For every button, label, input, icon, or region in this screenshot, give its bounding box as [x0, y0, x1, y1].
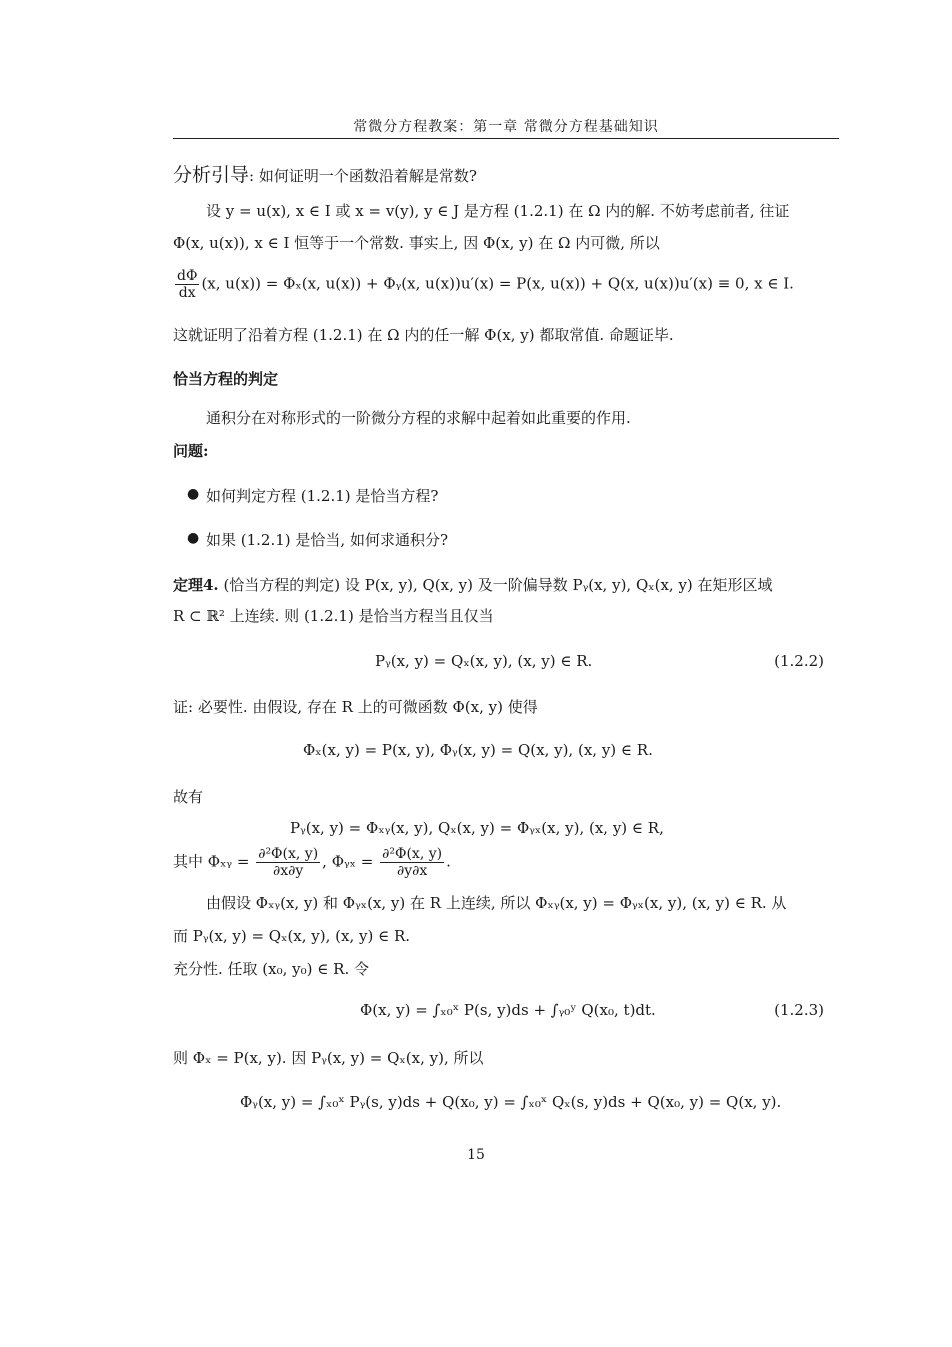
where-prefix: 其中 Φₓᵧ =	[173, 852, 250, 871]
equation-1-2-3: Φ(x, y) = ∫ₓ₀ˣ P(s, y)ds + ∫ᵧ₀ʸ Q(x₀, t)dt.	[360, 1001, 656, 1019]
analysis-question: : 如何证明一个函数沿着解是常数?	[249, 167, 477, 185]
page-number: 15	[467, 1147, 485, 1163]
analysis-equation	[173, 268, 794, 301]
theorem-statement: (恰当方程的判定) 设 P(x, y), Q(x, y) 及一阶偏导数 Pᵧ(x, y), Qₓ(x, y) 在矩形区域	[223, 576, 773, 594]
analysis-heading-line	[173, 160, 477, 187]
bullet-dot: ●	[187, 530, 200, 546]
proof-hence: 故有	[173, 788, 204, 806]
questions-label: 问题:	[173, 442, 209, 460]
proof-where-line	[173, 846, 451, 879]
proof-line-4: 而 Pᵧ(x, y) = Qₓ(x, y), (x, y) ∈ R.	[173, 927, 411, 945]
fraction-numerator: dΦ	[177, 268, 198, 284]
question-item-2: 如果 (1.2.1) 是恰当, 如何求通积分?	[206, 531, 448, 549]
where-middle: , Φᵧₓ =	[322, 852, 374, 871]
proof-equation-1: Φₓ(x, y) = P(x, y), Φᵧ(x, y) = Q(x, y), (x, y) ∈ R.	[303, 741, 653, 759]
equation-label-1-2-2: (1.2.2)	[774, 652, 824, 670]
mixed-partial-fraction-2	[380, 846, 444, 879]
analysis-paragraph-1: 设 y = u(x), x ∈ I 或 x = v(y), y ∈ J 是方程 (1.2.1) 在 Ω 内的解. 不妨考虑前者, 往证	[206, 202, 790, 220]
running-header: 常微分方程教案：第一章 常微分方程基础知识	[353, 119, 659, 135]
theorem-line-1	[173, 574, 773, 595]
exact-paragraph: 通积分在对称形式的一阶微分方程的求解中起着如此重要的作用.	[206, 409, 631, 427]
derivative-fraction	[175, 268, 199, 301]
fraction-denominator: dx	[178, 285, 196, 301]
analysis-heading: 分析引导	[173, 164, 250, 186]
proof-line-3: 由假设 Φₓᵧ(x, y) 和 Φᵧₓ(x, y) 在 R 上连续, 所以 Φₓᵧ(x, y) = Φᵧₓ(x, y), (x, y) ∈ R. 从	[206, 894, 787, 912]
proof-line-6: 则 Φₓ = P(x, y). 因 Pᵧ(x, y) = Qₓ(x, y), 所以	[173, 1049, 484, 1067]
proof-equation-2: Pᵧ(x, y) = Φₓᵧ(x, y), Qₓ(x, y) = Φᵧₓ(x, y), (x, y) ∈ R,	[290, 819, 664, 837]
proof-equation-4: Φᵧ(x, y) = ∫ₓ₀ˣ Pᵧ(s, y)ds + Q(x₀, y) = ∫ₓ₀ˣ Qₓ(s, y)ds + Q(x₀, y) = Q(x, y).	[240, 1093, 782, 1111]
equation-1-2-2: Pᵧ(x, y) = Qₓ(x, y), (x, y) ∈ R.	[375, 652, 593, 670]
section-heading-exact: 恰当方程的判定	[173, 370, 279, 388]
theorem-label: 定理4.	[173, 576, 219, 594]
equation-body: (x, u(x)) = Φₓ(x, u(x)) + Φᵧ(x, u(x))u′(x) = P(x, u(x)) + Q(x, u(x))u′(x) ≡ 0, x ∈ I.	[201, 274, 794, 293]
theorem-line-2: R ⊂ ℝ² 上连续. 则 (1.2.1) 是恰当方程当且仅当	[173, 607, 494, 625]
mixed-partial-fraction-1	[256, 846, 320, 879]
fraction-denominator: ∂x∂y	[273, 863, 304, 879]
analysis-paragraph-3: 这就证明了沿着方程 (1.2.1) 在 Ω 内的任一解 Φ(x, y) 都取常值. 命题证毕.	[173, 326, 674, 344]
question-item-1: 如何判定方程 (1.2.1) 是恰当方程?	[206, 487, 439, 505]
proof-line-1: 证: 必要性. 由假设, 存在 R 上的可微函数 Φ(x, y) 使得	[173, 698, 538, 716]
header-rule	[173, 138, 839, 139]
bullet-dot: ●	[187, 486, 200, 502]
proof-line-5: 充分性. 任取 (x₀, y₀) ∈ R. 令	[173, 960, 369, 978]
analysis-paragraph-2: Φ(x, u(x)), x ∈ I 恒等于一个常数. 事实上, 因 Φ(x, y) 在 Ω 内可微, 所以	[173, 234, 660, 252]
equation-label-1-2-3: (1.2.3)	[774, 1001, 824, 1019]
fraction-numerator: ∂²Φ(x, y)	[258, 846, 319, 862]
fraction-denominator: ∂y∂x	[396, 863, 428, 879]
fraction-numerator: ∂²Φ(x, y)	[382, 846, 443, 862]
where-end: .	[446, 852, 451, 871]
